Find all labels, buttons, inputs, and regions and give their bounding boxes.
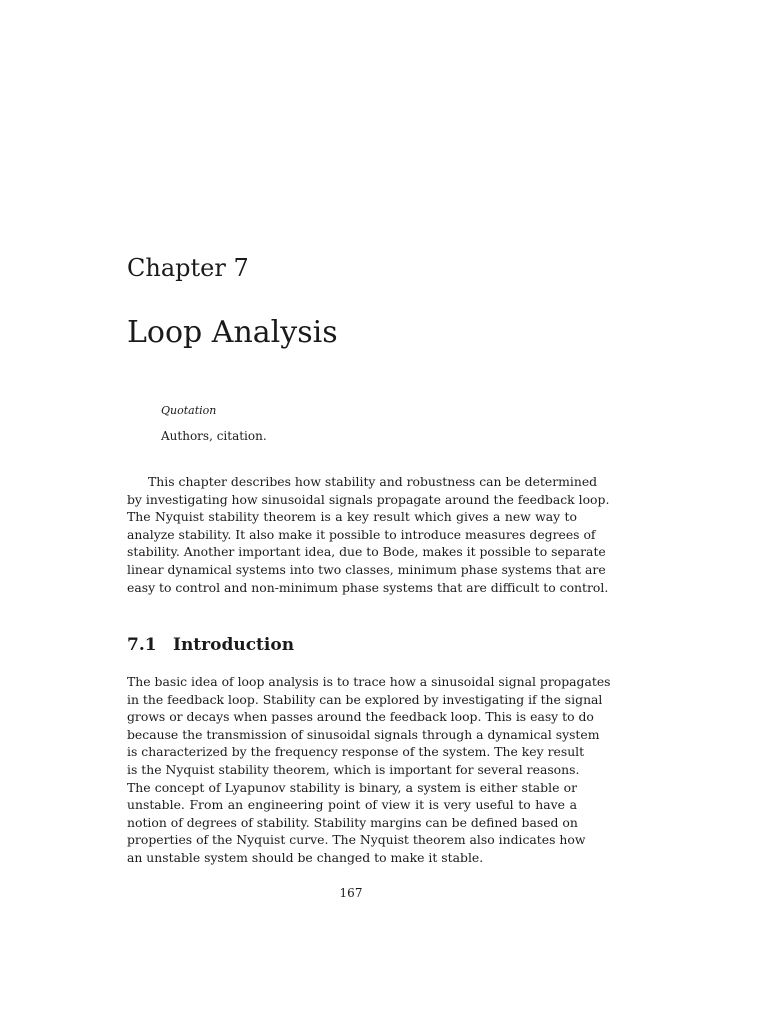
section-number: 7.1 — [127, 635, 157, 655]
section-line: properties of the Nyquist curve. The Nyquist theorem also indicates how — [127, 832, 586, 848]
chapter-label: Chapter 7 — [127, 254, 249, 282]
intro-paragraph — [127, 473, 610, 596]
intro-line: stability. Another important idea, due to Bode, makes it possible to separate — [127, 544, 606, 560]
section-line: in the feedback loop. Stability can be explored by investigating if the signal — [127, 691, 603, 707]
section-line: is characterized by the frequency response of the system. The key result — [127, 744, 585, 760]
section-line: because the transmission of sinusoidal signals through a dynamical system — [127, 726, 600, 742]
section-line: The basic idea of loop analysis is to trace how a sinusoidal signal propagates — [127, 674, 611, 689]
section-line: unstable. From an engineering point of view it is very useful to have a — [127, 797, 577, 813]
intro-line: This chapter describes how stability and robustness can be determined — [148, 474, 598, 489]
intro-line: The Nyquist stability theorem is a key result which gives a new way to — [127, 509, 577, 525]
intro-line: easy to control and non-minimum phase systems that are difficult to control. — [127, 579, 609, 595]
epigraph-attribution: Authors, citation. — [161, 429, 267, 443]
section-line: is the Nyquist stability theorem, which is important for several reasons. — [127, 761, 580, 777]
section-line: grows or decays when passes around the feedback loop. This is easy to do — [127, 709, 594, 725]
section-line: notion of degrees of stability. Stability margins can be defined based on — [127, 814, 578, 830]
page-number: 167 — [339, 886, 363, 900]
intro-line: linear dynamical systems into two classes, minimum phase systems that are — [127, 561, 606, 577]
epigraph-quotation: Quotation — [161, 404, 217, 417]
section-heading — [127, 634, 294, 656]
section-paragraph — [127, 673, 611, 867]
section-line: an unstable system should be changed to make it stable. — [127, 849, 484, 865]
intro-line: by investigating how sinusoidal signals propagate around the feedback loop. — [127, 491, 610, 507]
section-line: The concept of Lyapunov stability is binary, a system is either stable or — [127, 779, 577, 795]
section-title: Introduction — [173, 635, 295, 655]
chapter-title: Loop Analysis — [127, 315, 338, 350]
intro-line: analyze stability. It also make it possible to introduce measures degrees of — [127, 526, 596, 542]
